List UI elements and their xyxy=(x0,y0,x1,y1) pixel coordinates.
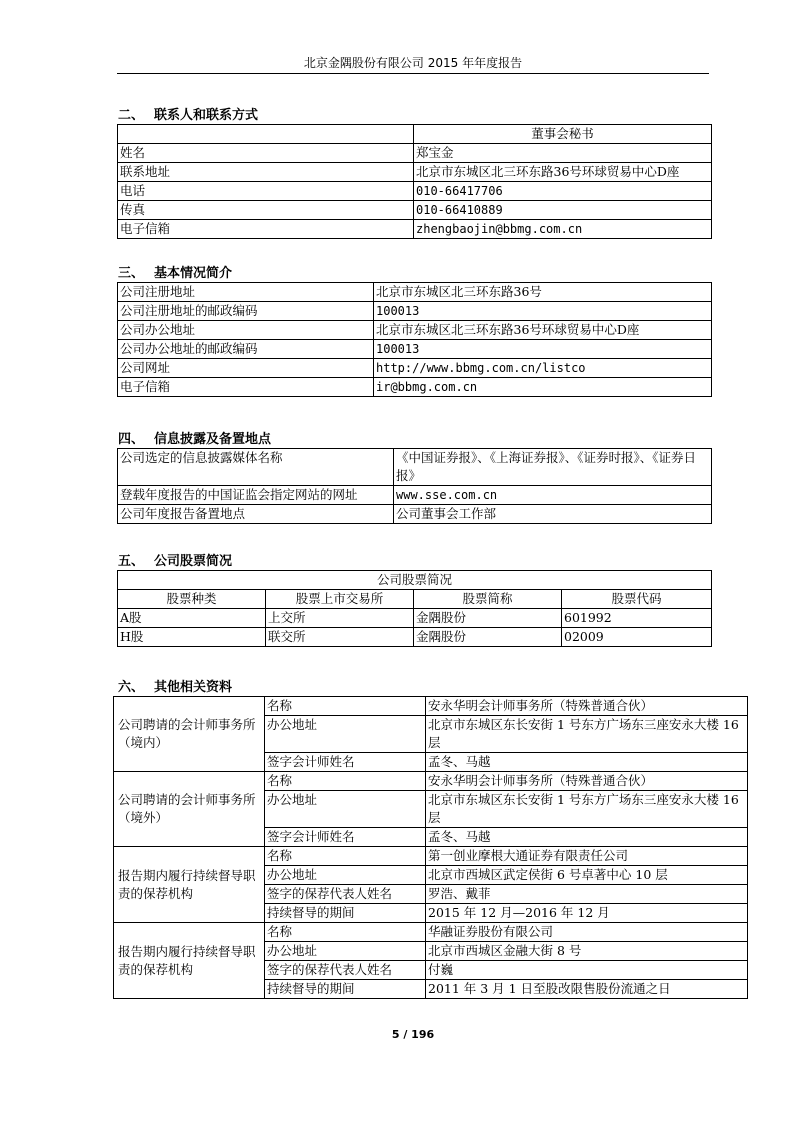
section-3-number: 三、 xyxy=(118,266,145,281)
table-row xyxy=(118,321,712,340)
stock-table-title: 公司股票简况 xyxy=(118,571,712,590)
section-4-heading xyxy=(118,428,271,447)
field-value: 北京市东城区北三环东路36号 xyxy=(374,283,712,302)
field-label: 公司年度报告备置地点 xyxy=(118,505,394,524)
table-row xyxy=(118,283,712,302)
stock-cell: 金隅股份 xyxy=(414,628,562,647)
field-value: www.sse.com.cn xyxy=(394,486,712,505)
header-rule xyxy=(117,73,709,74)
field-label: 电话 xyxy=(118,182,414,201)
other-info-row xyxy=(114,923,748,942)
table-row xyxy=(118,220,712,239)
field-label: 传真 xyxy=(118,201,414,220)
table-row xyxy=(118,378,712,397)
other-info-row xyxy=(114,847,748,866)
column-header: 董事会秘书 xyxy=(414,125,712,144)
group-label: 报告期内履行持续督导职责的保荐机构 xyxy=(114,923,265,999)
basic-info-table xyxy=(117,282,712,397)
field-value: 郑宝金 xyxy=(414,144,712,163)
field-label: 名称 xyxy=(265,923,426,942)
field-value: 2011 年 3 月 1 日至股改限售股份流通之日 xyxy=(426,980,748,999)
field-value: ir@bbmg.com.cn xyxy=(374,378,712,397)
field-label: 办公地址 xyxy=(265,942,426,961)
field-label: 公司办公地址 xyxy=(118,321,374,340)
table-row xyxy=(118,359,712,378)
field-value: zhengbaojin@bbmg.com.cn xyxy=(414,220,712,239)
stock-row xyxy=(118,628,712,647)
section-2-title: 联系人和联系方式 xyxy=(154,108,259,123)
field-label: 姓名 xyxy=(118,144,414,163)
table-row xyxy=(118,302,712,321)
table-row xyxy=(118,163,712,182)
other-info-row xyxy=(114,697,748,716)
field-value: 华融证券股份有限公司 xyxy=(426,923,748,942)
stock-header-row xyxy=(118,590,712,609)
field-label: 办公地址 xyxy=(265,716,426,753)
table-row xyxy=(118,201,712,220)
field-value: 安永华明会计师事务所（特殊普通合伙） xyxy=(426,772,748,791)
column-header: 股票代码 xyxy=(562,590,712,609)
field-value: http://www.bbmg.com.cn/listco xyxy=(374,359,712,378)
group-label: 公司聘请的会计师事务所（境外） xyxy=(114,772,265,847)
column-header: 股票种类 xyxy=(118,590,266,609)
column-header: 股票上市交易所 xyxy=(266,590,414,609)
field-value: 北京市东城区东长安街 1 号东方广场东三座安永大楼 16 层 xyxy=(426,716,748,753)
stock-row xyxy=(118,609,712,628)
field-label: 公司网址 xyxy=(118,359,374,378)
section-5-title: 公司股票简况 xyxy=(154,554,233,569)
section-4-title: 信息披露及备置地点 xyxy=(154,432,272,447)
field-value: 第一创业摩根大通证券有限责任公司 xyxy=(426,847,748,866)
stock-cell: 02009 xyxy=(562,628,712,647)
section-6-heading xyxy=(118,676,232,695)
field-value: 安永华明会计师事务所（特殊普通合伙） xyxy=(426,697,748,716)
field-label: 公司注册地址的邮政编码 xyxy=(118,302,374,321)
group-label: 公司聘请的会计师事务所（境内） xyxy=(114,697,265,772)
table-row xyxy=(118,340,712,359)
table-row xyxy=(118,144,712,163)
field-label: 持续督导的期间 xyxy=(265,980,426,999)
field-label: 签字的保荐代表人姓名 xyxy=(265,961,426,980)
contact-table xyxy=(117,124,712,239)
field-value: 北京市东城区北三环东路36号环球贸易中心D座 xyxy=(414,163,712,182)
field-label: 公司选定的信息披露媒体名称 xyxy=(118,449,394,486)
other-info-table xyxy=(113,696,748,999)
field-value: 北京市东城区东长安街 1 号东方广场东三座安永大楼 16 层 xyxy=(426,791,748,828)
field-value: 100013 xyxy=(374,302,712,321)
stock-cell: H股 xyxy=(118,628,266,647)
section-4-number: 四、 xyxy=(118,432,145,447)
field-label: 名称 xyxy=(265,772,426,791)
section-6-number: 六、 xyxy=(118,680,145,695)
field-value: 罗浩、戴菲 xyxy=(426,885,748,904)
section-5-number: 五、 xyxy=(118,554,145,569)
table-row xyxy=(118,182,712,201)
stock-cell: 601992 xyxy=(562,609,712,628)
field-label: 签字会计师姓名 xyxy=(265,828,426,847)
field-value: 孟冬、马越 xyxy=(426,753,748,772)
field-value: 北京市东城区北三环东路36号环球贸易中心D座 xyxy=(374,321,712,340)
field-label: 电子信箱 xyxy=(118,220,414,239)
field-label: 办公地址 xyxy=(265,866,426,885)
section-2-number: 二、 xyxy=(118,108,145,123)
field-label: 电子信箱 xyxy=(118,378,374,397)
section-5-heading xyxy=(118,550,232,569)
group-label: 报告期内履行持续督导职责的保荐机构 xyxy=(114,847,265,923)
disclosure-table xyxy=(117,448,712,524)
stock-table xyxy=(117,570,712,647)
page-number: 5 / 196 xyxy=(391,1028,435,1041)
field-label: 名称 xyxy=(265,697,426,716)
field-value: 100013 xyxy=(374,340,712,359)
other-info-row xyxy=(114,772,748,791)
stock-cell: 联交所 xyxy=(266,628,414,647)
field-value: 010-66417706 xyxy=(414,182,712,201)
table-row xyxy=(118,486,712,505)
stock-cell: 上交所 xyxy=(266,609,414,628)
table-header-row xyxy=(118,125,712,144)
field-value: 北京市西城区武定侯街 6 号卓著中心 10 层 xyxy=(426,866,748,885)
table-row xyxy=(118,449,712,486)
field-value: 北京市西城区金融大街 8 号 xyxy=(426,942,748,961)
field-value: 孟冬、马越 xyxy=(426,828,748,847)
section-6-title: 其他相关资料 xyxy=(154,680,233,695)
stock-cell: 金隅股份 xyxy=(414,609,562,628)
column-header: 股票简称 xyxy=(414,590,562,609)
stock-table-title-row xyxy=(118,571,712,590)
field-label: 登载年度报告的中国证监会指定网站的网址 xyxy=(118,486,394,505)
field-value: 2015 年 12 月—2016 年 12 月 xyxy=(426,904,748,923)
page-header: 北京金隅股份有限公司 2015 年年度报告 xyxy=(303,56,523,70)
field-label: 名称 xyxy=(265,847,426,866)
field-label: 公司办公地址的邮政编码 xyxy=(118,340,374,359)
section-3-title: 基本情况简介 xyxy=(154,266,233,281)
field-value: 公司董事会工作部 xyxy=(394,505,712,524)
field-label: 签字的保荐代表人姓名 xyxy=(265,885,426,904)
field-label: 公司注册地址 xyxy=(118,283,374,302)
field-label: 签字会计师姓名 xyxy=(265,753,426,772)
field-value: 付巍 xyxy=(426,961,748,980)
table-row xyxy=(118,505,712,524)
empty-header-cell xyxy=(118,125,414,144)
field-value: 《中国证券报》、《上海证券报》、《证券时报》、《证券日报》 xyxy=(394,449,712,486)
field-value: 010-66410889 xyxy=(414,201,712,220)
section-3-heading xyxy=(118,262,232,281)
field-label: 办公地址 xyxy=(265,791,426,828)
section-2-heading xyxy=(118,104,258,123)
field-label: 联系地址 xyxy=(118,163,414,182)
stock-cell: A股 xyxy=(118,609,266,628)
field-label: 持续督导的期间 xyxy=(265,904,426,923)
